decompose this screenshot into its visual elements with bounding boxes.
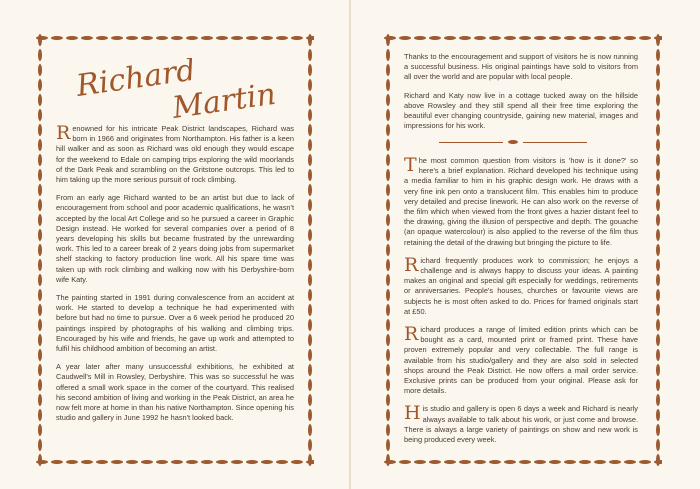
chain-link-icon (126, 460, 138, 464)
chain-link-icon (38, 214, 42, 226)
chain-link-icon (386, 139, 390, 151)
right-text-column-bottom (404, 156, 638, 453)
paragraph (404, 325, 638, 396)
chain-link-icon (519, 36, 531, 40)
chain-link-icon (216, 460, 228, 464)
chain-link-icon (141, 460, 153, 464)
divider-ornament-icon (508, 140, 518, 144)
chain-link-icon (386, 79, 390, 91)
chain-link-icon (38, 424, 42, 436)
chain-link-icon (579, 36, 591, 40)
chain-link-icon (624, 460, 636, 464)
drop-cap: H (404, 402, 421, 425)
title-last-name: Martin (170, 76, 279, 124)
chain-link-icon (66, 36, 78, 40)
chain-link-icon (386, 424, 390, 436)
right-border-bottom (384, 458, 662, 466)
chain-link-icon (386, 229, 390, 241)
chain-link-icon (656, 394, 660, 406)
chain-link-icon (624, 36, 636, 40)
chain-link-icon (656, 439, 660, 451)
chain-link-icon (38, 379, 42, 391)
right-border-right (654, 34, 662, 466)
chain-link-icon (246, 460, 258, 464)
chain-link-icon (386, 49, 390, 61)
chain-link-icon (308, 229, 312, 241)
drop-cap: R (56, 122, 71, 144)
chain-link-icon (38, 394, 42, 406)
chain-link-icon (656, 379, 660, 391)
paragraph (404, 404, 638, 445)
chain-link-icon (276, 460, 288, 464)
chain-link-icon (386, 304, 390, 316)
chain-link-icon (308, 289, 312, 301)
chain-link-icon (656, 229, 660, 241)
page-title (70, 58, 310, 124)
chain-link-icon (38, 109, 42, 121)
chain-link-icon (38, 289, 42, 301)
chain-link-icon (639, 460, 651, 464)
chain-link-icon (308, 334, 312, 346)
chain-link-icon (308, 379, 312, 391)
title-first-name: Richard (74, 58, 198, 104)
chain-link-icon (231, 36, 243, 40)
chain-link-icon (656, 64, 660, 76)
chain-link-icon (38, 199, 42, 211)
chain-link-icon (579, 460, 591, 464)
chain-link-icon (308, 274, 312, 286)
chain-link-icon (386, 364, 390, 376)
chain-link-icon (656, 139, 660, 151)
paragraph-text: he most common question from visitors is 'how is it done?' so here's a brief explanation. Richard developed his technique using a media familiar to him in his graphic design work. He draws with a very fine ink pen onto a translucent film. This enables him to produce very detailed and precise linework. He can also work on the reverse of the film which when viewed from the front gives a hazier distant feel to the drawing, giving the illusion of perspective and depth. The gouache (an opaque watercolour) is also applied to the reverse of the film thus retaining the detail of the drawing but bringing the picture to life. (404, 156, 638, 247)
chain-link-icon (386, 34, 390, 46)
chain-link-icon (308, 199, 312, 211)
paragraph (56, 362, 294, 423)
chain-link-icon (656, 304, 660, 316)
chain-link-icon (399, 460, 411, 464)
paragraph (404, 156, 638, 248)
chain-link-icon (308, 34, 312, 46)
chain-link-icon (38, 304, 42, 316)
section-divider (439, 138, 587, 146)
chain-link-icon (656, 79, 660, 91)
chain-link-icon (51, 460, 63, 464)
chain-link-icon (386, 124, 390, 136)
chain-link-icon (96, 36, 108, 40)
chain-link-icon (141, 36, 153, 40)
paragraph-text: is studio and gallery is open 6 days a week and Richard is nearly always available to talk about his work, or just come and browse. There is always a large variety of paintings on show and new work is being produced every week. (404, 404, 638, 445)
chain-link-icon (386, 169, 390, 181)
chain-link-icon (186, 460, 198, 464)
chain-link-icon (261, 36, 273, 40)
chain-link-icon (308, 244, 312, 256)
right-border-left (384, 34, 392, 466)
chain-link-icon (656, 214, 660, 226)
chain-link-icon (308, 424, 312, 436)
chain-link-icon (504, 36, 516, 40)
chain-link-icon (38, 364, 42, 376)
chain-link-icon (399, 36, 411, 40)
chain-link-icon (429, 460, 441, 464)
chain-link-icon (386, 379, 390, 391)
chain-link-icon (38, 439, 42, 451)
chain-link-icon (186, 36, 198, 40)
chain-link-icon (308, 124, 312, 136)
chain-link-icon (38, 319, 42, 331)
chain-link-icon (261, 460, 273, 464)
paragraph-text: From an early age Richard wanted to be an artist but due to lack of encouragement from school and poor academic qualifications, he wasn't accepted by the local Art College and so he pursued a career in Graphic Design instead. He worked for several companies over a period of 8 years developing his skills but became frustrated by the unrewarding work. This led to a career break of 2 years doing jobs from supermarket shelf stacking to factory production line work. All his spare time was taken up with rock climbing and walking now with his Derbyshire-born wife Katy. (56, 193, 294, 284)
chain-link-icon (51, 36, 63, 40)
chain-link-icon (38, 274, 42, 286)
right-text-column-top (404, 52, 638, 139)
drop-cap: R (404, 253, 419, 276)
chain-link-icon (656, 244, 660, 256)
chain-link-icon (66, 460, 78, 464)
chain-link-icon (656, 124, 660, 136)
chain-link-icon (534, 36, 546, 40)
chain-link-icon (386, 64, 390, 76)
chain-link-icon (308, 169, 312, 181)
left-border-top (36, 34, 314, 42)
chain-link-icon (38, 229, 42, 241)
chain-link-icon (656, 319, 660, 331)
chain-link-icon (308, 259, 312, 271)
chain-link-icon (656, 364, 660, 376)
chain-link-icon (386, 199, 390, 211)
chain-link-icon (308, 139, 312, 151)
chain-link-icon (216, 36, 228, 40)
chain-link-icon (656, 199, 660, 211)
chain-link-icon (81, 460, 93, 464)
chain-link-icon (386, 184, 390, 196)
chain-link-icon (386, 274, 390, 286)
chain-link-icon (308, 409, 312, 421)
chain-link-icon (656, 274, 660, 286)
chain-link-icon (231, 460, 243, 464)
chain-link-icon (38, 154, 42, 166)
paragraph-text: A year later after many unsuccessful exhibitions, he exhibited at Caudwell's Mill in Rowsley, Derbyshire. This was so successful he was offered a small work space in the corner of the courtyard. This realised his second ambition of living and working in the Peak District, an area he now felt more at home in than his native Northampton. Since opening his studio and gallery in June 1992 he hasn't looked back. (56, 362, 294, 423)
left-text-column (56, 124, 294, 431)
chain-link-icon (96, 460, 108, 464)
chain-link-icon (308, 364, 312, 376)
chain-link-icon (38, 334, 42, 346)
chain-link-icon (38, 259, 42, 271)
chain-link-icon (386, 94, 390, 106)
chain-link-icon (549, 36, 561, 40)
chain-link-icon (38, 79, 42, 91)
chain-link-icon (308, 304, 312, 316)
paragraph (56, 193, 294, 285)
left-border-left (36, 34, 44, 466)
chain-link-icon (656, 184, 660, 196)
chain-link-icon (489, 460, 501, 464)
chain-link-icon (444, 36, 456, 40)
chain-link-icon (308, 454, 312, 466)
right-border-top (384, 34, 662, 42)
chain-link-icon (201, 36, 213, 40)
chain-link-icon (656, 424, 660, 436)
chain-link-icon (38, 244, 42, 256)
chain-link-icon (38, 49, 42, 61)
paragraph-text: ichard produces a range of limited edition prints which can be bought as a card, mounted print or framed print. These have proven extremely popular and very collectable. The full range is available from his studio/gallery and they are also sold in selected shops around the Peak District. He now offers a mail order service. Exclusive prints can be produced from your original. Please ask for more details. (404, 325, 638, 396)
chain-link-icon (386, 439, 390, 451)
chain-link-icon (38, 454, 42, 466)
chain-link-icon (386, 394, 390, 406)
paragraph (404, 52, 638, 83)
chain-link-icon (38, 94, 42, 106)
chain-link-icon (386, 409, 390, 421)
chain-link-icon (656, 349, 660, 361)
paragraph (404, 253, 638, 317)
chain-link-icon (656, 154, 660, 166)
chain-link-icon (549, 460, 561, 464)
chain-link-icon (386, 319, 390, 331)
chain-link-icon (656, 334, 660, 346)
chain-link-icon (534, 460, 546, 464)
chain-link-icon (386, 109, 390, 121)
chain-link-icon (38, 349, 42, 361)
chain-link-icon (156, 460, 168, 464)
drop-cap: T (404, 154, 417, 176)
chain-link-icon (171, 460, 183, 464)
paragraph-text: ichard frequently produces work to commission; he enjoys a challenge and is always happy to discuss your ideas. A painting makes an original and special gift especially for weddings, retirements or anniversaries. People's houses, churches or favourite views are subjects he is most often asked to do. Prices for framed originals start at £50. (404, 255, 638, 316)
paragraph-text: enowned for his intricate Peak District landscapes, Richard was born in 1966 and originates from Northampton. His father is a keen hill walker and as soon as Richard was old enough they would escape for the weekend to Edale on camping trips exploring the wild moorlands of the Dark Peak and scrambling on the Gritstone outcrops. This led to him taking up the more serious pursuit of rock climbing. (56, 124, 294, 185)
chain-link-icon (656, 409, 660, 421)
chain-link-icon (594, 460, 606, 464)
chain-link-icon (386, 244, 390, 256)
chain-link-icon (308, 184, 312, 196)
chain-link-icon (171, 36, 183, 40)
chain-link-icon (156, 36, 168, 40)
chain-link-icon (594, 36, 606, 40)
chain-link-icon (308, 394, 312, 406)
chain-link-icon (386, 289, 390, 301)
chain-link-icon (656, 94, 660, 106)
chain-link-icon (414, 460, 426, 464)
chain-link-icon (386, 214, 390, 226)
chain-link-icon (38, 64, 42, 76)
chain-link-icon (386, 454, 390, 466)
chain-link-icon (38, 139, 42, 151)
chain-link-icon (474, 36, 486, 40)
paragraph (56, 124, 294, 185)
chain-link-icon (656, 109, 660, 121)
chain-link-icon (81, 36, 93, 40)
chain-link-icon (386, 334, 390, 346)
chain-link-icon (386, 349, 390, 361)
paragraph-text: Richard and Katy now live in a cottage tucked away on the hillside above Rowsley and they still spend all their free time exploring the beautiful ever changing countryside, gaining new material, images and impressions for his work. (404, 90, 638, 131)
paragraph-text: The painting started in 1991 during convalescence from an accident at work. He started to develop a technique he had experimented with before but had no time to pursue. Over a 6 week period he produced 20 paintings inspired by photographs of his walking and climbing trips. Encouraged by his wife and friends, he gave up work and attempted to fulfil his childhood ambition of becoming an artist. (56, 293, 294, 354)
paragraph-text: Thanks to the encouragement and support of visitors he is now running a successful business. His original paintings have sold to visitors from all over the world and are popular with local people. (404, 52, 638, 82)
chain-link-icon (38, 184, 42, 196)
chain-link-icon (201, 460, 213, 464)
chain-link-icon (111, 36, 123, 40)
chain-link-icon (504, 460, 516, 464)
chain-link-icon (308, 319, 312, 331)
chain-link-icon (429, 36, 441, 40)
chain-link-icon (308, 214, 312, 226)
chain-link-icon (459, 36, 471, 40)
chain-link-icon (639, 36, 651, 40)
paragraph (404, 91, 638, 132)
chain-link-icon (609, 36, 621, 40)
chain-link-icon (276, 36, 288, 40)
chain-link-icon (126, 36, 138, 40)
left-border-bottom (36, 458, 314, 466)
paragraph (56, 293, 294, 354)
chain-link-icon (656, 454, 660, 466)
chain-link-icon (308, 439, 312, 451)
chain-link-icon (291, 460, 303, 464)
chain-link-icon (291, 36, 303, 40)
chain-link-icon (414, 36, 426, 40)
chain-link-icon (444, 460, 456, 464)
chain-link-icon (489, 36, 501, 40)
chain-link-icon (38, 409, 42, 421)
chain-link-icon (308, 154, 312, 166)
chain-link-icon (38, 34, 42, 46)
chain-link-icon (38, 169, 42, 181)
chain-link-icon (308, 349, 312, 361)
chain-link-icon (519, 460, 531, 464)
chain-link-icon (564, 36, 576, 40)
chain-link-icon (656, 289, 660, 301)
chain-link-icon (564, 460, 576, 464)
chain-link-icon (656, 169, 660, 181)
chain-link-icon (656, 49, 660, 61)
chain-link-icon (386, 154, 390, 166)
chain-link-icon (656, 34, 660, 46)
chain-link-icon (474, 460, 486, 464)
chain-link-icon (609, 460, 621, 464)
chain-link-icon (111, 460, 123, 464)
chain-link-icon (386, 259, 390, 271)
chain-link-icon (656, 259, 660, 271)
chain-link-icon (246, 36, 258, 40)
chain-link-icon (459, 460, 471, 464)
chain-link-icon (38, 124, 42, 136)
drop-cap: R (404, 323, 419, 346)
